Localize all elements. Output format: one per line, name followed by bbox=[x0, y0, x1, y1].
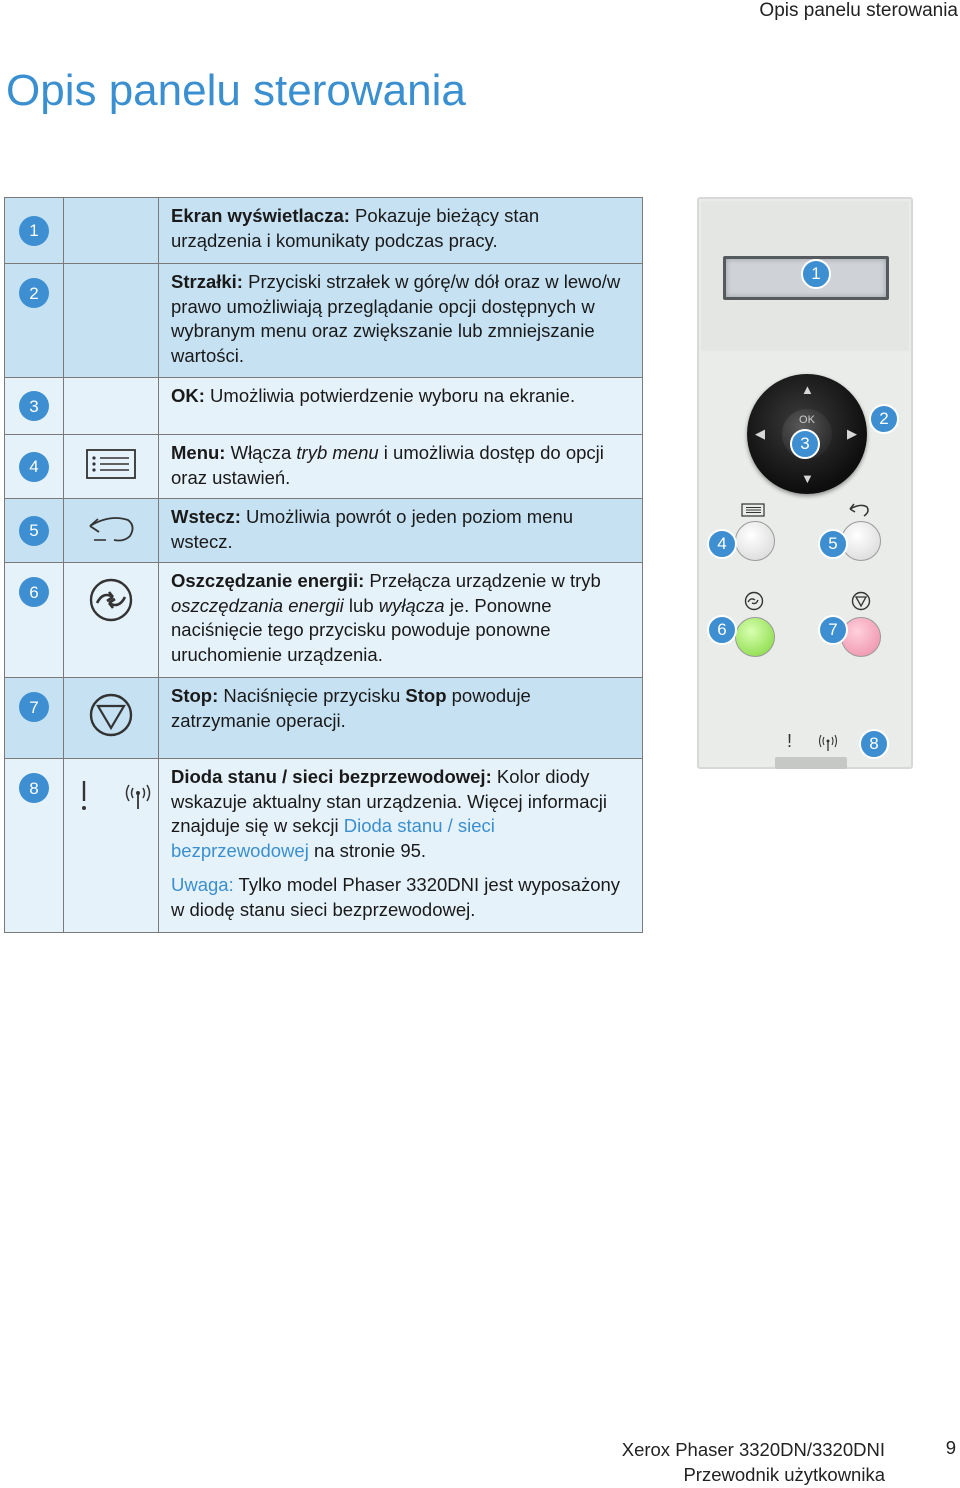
arrow-right-icon: ▶ bbox=[847, 426, 857, 441]
menu-button bbox=[735, 521, 775, 561]
row-description: Strzałki: Przyciski strzałek w górę/w dół oraz w lewo/w prawo umożliwiają przeglądanie opcji dostępnych w wybranym menu oraz zwiększanie lub zmniejszanie wartości. bbox=[159, 264, 643, 378]
menu-icon bbox=[85, 448, 137, 480]
panel-badge-8: 8 bbox=[859, 729, 889, 759]
control-panel-table bbox=[4, 197, 643, 933]
back-icon bbox=[847, 501, 871, 519]
number-badge: 3 bbox=[19, 391, 49, 421]
power-save-button bbox=[735, 617, 775, 657]
panel-badge-2: 2 bbox=[869, 404, 899, 434]
number-badge: 6 bbox=[19, 577, 49, 607]
row-description: Dioda stanu / sieci bezprzewodowej: Kolor diody wskazuje aktualny stan urządzenia. Więcej informacji znajduje się w sekcji Dioda stanu / sieci bezprzewodowej na stronie 95. Uwaga: Tylko model Phaser 3320DNI jest wyposażony w diodę stanu sieci bezprzewodowej. bbox=[159, 759, 643, 933]
panel-badge-3: 3 bbox=[790, 429, 820, 459]
row-description: Menu: Włącza tryb menu i umożliwia dostęp do opcji oraz ustawień. bbox=[159, 435, 643, 499]
panel-badge-7: 7 bbox=[818, 615, 848, 645]
number-badge: 1 bbox=[19, 216, 49, 246]
number-badge: 4 bbox=[19, 452, 49, 482]
stop-icon bbox=[851, 591, 871, 611]
wireless-icon bbox=[817, 733, 839, 753]
table-row bbox=[5, 198, 643, 264]
status-exclamation-icon: ! bbox=[787, 731, 793, 751]
table-row bbox=[5, 563, 643, 678]
row-description: Oszczędzanie energii: Przełącza urządzenie w tryb oszczędzania energii lub wyłącza je. Ponowne naciśnięcie tego przycisku powoduje ponowne uruchomienie urządzenia. bbox=[159, 563, 643, 678]
row-description: OK: Umożliwia potwierdzenie wyboru na ekranie. bbox=[159, 378, 643, 435]
number-badge: 5 bbox=[19, 516, 49, 546]
status-exclamation-icon bbox=[76, 777, 92, 813]
number-badge: 8 bbox=[19, 773, 49, 803]
control-panel-illustration bbox=[697, 197, 913, 769]
note-label: Uwaga: bbox=[171, 874, 234, 895]
stop-icon bbox=[87, 692, 135, 738]
panel-badge-5: 5 bbox=[818, 529, 848, 559]
table-row bbox=[5, 678, 643, 759]
row-description: Wstecz: Umożliwia powrót o jeden poziom menu wstecz. bbox=[159, 499, 643, 563]
power-save-icon bbox=[744, 591, 764, 611]
note: Uwaga: Tylko model Phaser 3320DNI jest wyposażony w diodę stanu sieci bezprzewodowej. bbox=[171, 874, 621, 920]
number-badge: 7 bbox=[19, 692, 49, 722]
table-row bbox=[5, 264, 643, 378]
table-row bbox=[5, 759, 643, 933]
arrow-down-icon: ▼ bbox=[801, 471, 814, 486]
footer-product: Xerox Phaser 3320DN/3320DNI Przewodnik użytkownika bbox=[621, 1439, 885, 1485]
back-icon bbox=[84, 510, 138, 546]
page-number: 9 bbox=[945, 1437, 956, 1458]
menu-icon bbox=[741, 503, 765, 517]
table-row bbox=[5, 378, 643, 435]
arrow-left-icon: ◀ bbox=[755, 426, 765, 441]
running-header: Opis panelu sterowania bbox=[759, 0, 958, 21]
row-description: Ekran wyświetlacza: Pokazuje bieżący stan urządzenia i komunikaty podczas pracy. bbox=[159, 198, 643, 264]
table-row bbox=[5, 499, 643, 563]
arrow-up-icon: ▲ bbox=[801, 382, 814, 397]
ok-button: OK bbox=[782, 409, 832, 459]
stop-button bbox=[841, 617, 881, 657]
panel-badge-6: 6 bbox=[707, 615, 737, 645]
page-title: Opis panelu sterowania bbox=[6, 66, 466, 115]
cross-reference-link[interactable]: Dioda stanu / sieci bezprzewodowej bbox=[171, 815, 495, 861]
power-save-icon bbox=[87, 577, 135, 623]
number-badge: 2 bbox=[19, 278, 49, 308]
wireless-icon bbox=[124, 781, 152, 813]
row-description: Stop: Naciśnięcie przycisku Stop powoduje zatrzymanie operacji. bbox=[159, 678, 643, 759]
status-led bbox=[775, 757, 847, 769]
panel-badge-1: 1 bbox=[801, 259, 831, 289]
panel-badge-4: 4 bbox=[707, 529, 737, 559]
table-row bbox=[5, 435, 643, 499]
